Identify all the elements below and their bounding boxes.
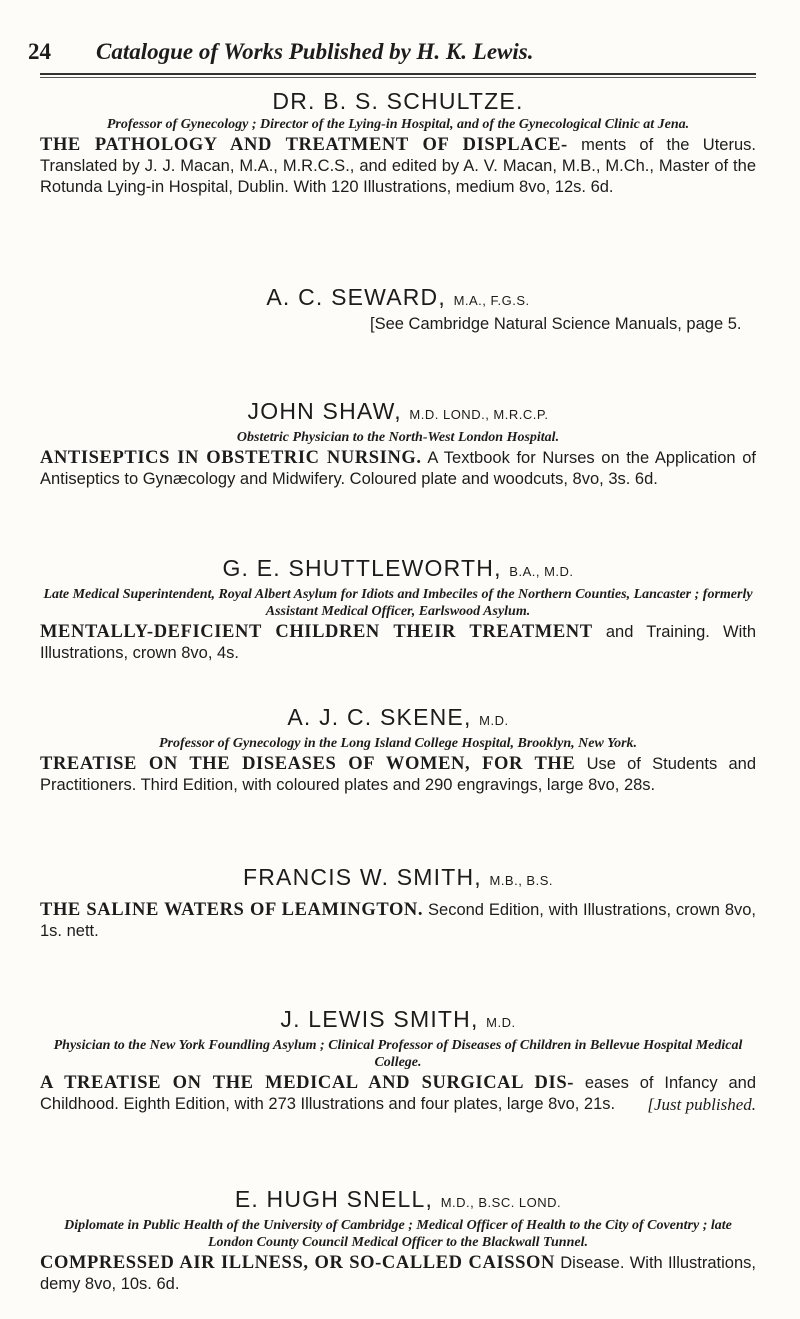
book-title: A TREATISE ON THE MEDICAL AND SURGICAL DIS- [40, 1073, 574, 1093]
author-name [40, 1186, 756, 1216]
author-degrees: M.D. [479, 713, 509, 728]
author-degrees: M.A., F.G.S. [453, 293, 530, 308]
page-number: 24 [28, 39, 51, 64]
author-affiliation: Physician to the New York Foundling Asylum ; Clinical Professor of Diseases of Children in Bellevue Hospital Medical College. [53, 1038, 743, 1070]
book-title: THE PATHOLOGY AND TREATMENT OF DISPLACE- [40, 135, 568, 155]
author-name [40, 704, 756, 734]
catalogue-entry-seward [40, 284, 756, 335]
author-name [40, 1006, 756, 1036]
catalogue-entry-schultze [40, 88, 756, 198]
author-name [40, 398, 756, 428]
author-degrees: B.A., M.D. [509, 564, 574, 579]
author-affiliation: Obstetric Physician to the North-West London Hospital. [236, 430, 560, 445]
book-title: COMPRESSED AIR ILLNESS, OR SO-CALLED CAISSON [40, 1253, 555, 1273]
author-affiliation: Professor of Gynecology in the Long Island College Hospital, Brooklyn, New York. [158, 736, 638, 751]
publication-status: [Just published. [647, 1095, 756, 1114]
catalogue-entry-shuttleworth [40, 555, 756, 664]
author-name [40, 284, 756, 314]
book-details: eases of Infancy and Childhood. Eighth Edition, with 273 Illustrations and four plates, large 8vo, 21s. [40, 1074, 756, 1113]
catalogue-entry-francis-smith [40, 864, 756, 942]
book-title: ANTISEPTICS IN OBSTETRIC NURSING. [40, 448, 422, 468]
author-name-text: J. LEWIS SMITH, [280, 1006, 479, 1032]
book-title: THE SALINE WATERS OF LEAMINGTON. [40, 900, 424, 920]
book-details: and Training. With Illustrations, crown 8vo, 4s. [40, 623, 757, 662]
header-rule-thin [40, 77, 756, 78]
catalogue-entry-lewis-smith [40, 1006, 756, 1115]
book-details: Disease. With Illustrations, demy 8vo, 10s. 6d. [40, 1254, 756, 1293]
author-affiliation: Professor of Gynecology ; Director of the Lying-in Hospital, and of the Gynecological Clinic at Jena. [106, 117, 690, 132]
author-degrees: M.D. [486, 1015, 516, 1030]
author-name-text: A. C. SEWARD, [266, 284, 446, 310]
header-rule [40, 73, 756, 75]
book-details: Second Edition, with Illustrations, crown 8vo, 1s. nett. [40, 901, 757, 940]
author-degrees: M.B., B.S. [489, 873, 553, 888]
author-degrees: M.D. LOND., M.R.C.P. [409, 407, 549, 422]
author-name [40, 864, 756, 894]
cross-reference-note: [See Cambridge Natural Science Manuals, page 5. [370, 315, 742, 333]
author-affiliation: Late Medical Superintendent, Royal Albert Asylum for Idiots and Imbeciles of the Northern Counties, Lancaster ; formerly Assistant Medical Officer, Earlswood Asylum. [43, 587, 753, 619]
book-description [40, 900, 756, 942]
author-name-text: G. E. SHUTTLEWORTH, [222, 555, 502, 581]
author-name: DR. B. S. SCHULTZE. [272, 88, 524, 114]
catalogue-entry-snell [40, 1186, 756, 1295]
running-title: Catalogue of Works Published by H. K. Lewis. [96, 39, 534, 64]
book-title: MENTALLY-DEFICIENT CHILDREN THEIR TREATMENT [40, 622, 593, 642]
book-description [40, 448, 756, 490]
author-name-text: JOHN SHAW, [247, 398, 402, 424]
book-title: TREATISE ON THE DISEASES OF WOMEN, FOR THE [40, 754, 576, 774]
book-description [40, 754, 756, 796]
book-description [40, 622, 756, 664]
book-description [40, 1073, 756, 1115]
book-description [40, 135, 756, 198]
author-affiliation: Diplomate in Public Health of the University of Cambridge ; Medical Officer of Health to the City of Coventry ; late London County Council Medical Officer to the Blackwall Tunnel. [64, 1218, 732, 1250]
catalogue-entry-skene [40, 704, 756, 796]
author-name-text: A. J. C. SKENE, [287, 704, 472, 730]
author-name-text: E. HUGH SNELL, [234, 1186, 434, 1212]
book-details: ments of the Uterus. Translated by J. J. Macan, M.A., M.R.C.S., and edited by A. V. Macan, M.B., M.Ch., Master of the Rotunda Lying-in Hospital, Dublin. With 120 Illustrations, medium 8vo, 12s. 6d. [40, 136, 756, 196]
book-details: Use of Students and Practitioners. Third Edition, with coloured plates and 290 engravings, large 8vo, 28s. [40, 755, 756, 794]
author-degrees: M.D., B.SC. LOND. [440, 1195, 562, 1210]
author-name-text: FRANCIS W. SMITH, [242, 864, 482, 890]
book-description [40, 1253, 756, 1295]
author-name [40, 555, 756, 585]
book-details: A Textbook for Nurses on the Application of Antiseptics to Gynæcology and Midwifery. Coloured plate and woodcuts, 8vo, 3s. 6d. [40, 449, 756, 488]
catalogue-entry-shaw [40, 398, 756, 490]
